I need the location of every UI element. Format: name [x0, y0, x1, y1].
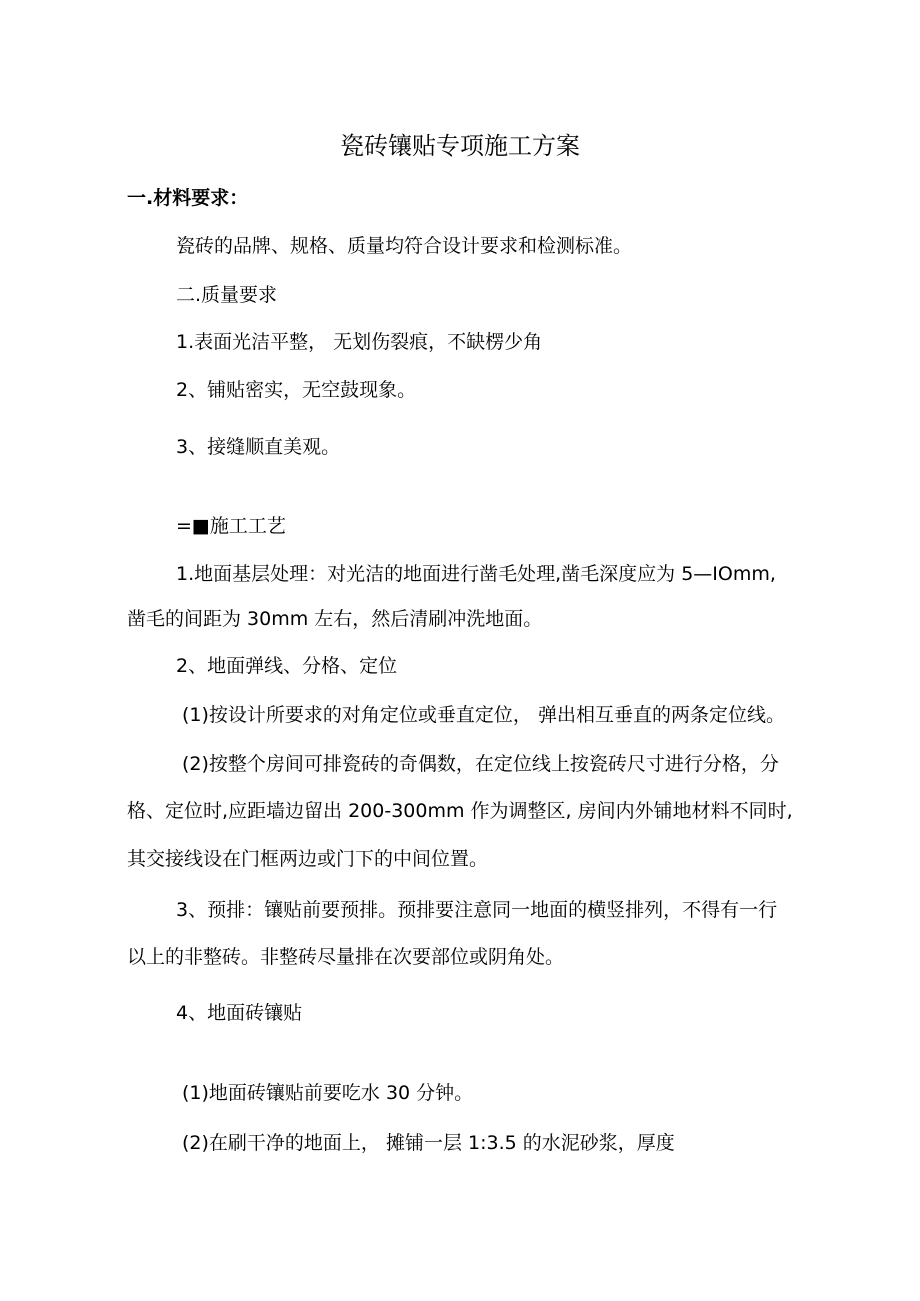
- process-step-4: 4、地面砖镶贴: [176, 1002, 303, 1024]
- document-title: 瓷砖镶贴专项施工方案: [340, 132, 580, 160]
- quality-item-3: 3、接缝顺直美观。: [176, 436, 341, 458]
- quality-item-1: 1.表面光洁平整， 无划伤裂痕，不缺楞少角: [176, 331, 543, 353]
- process-step-3-line-2: 以上的非整砖。非整砖尽量排在次要部位或阴角处。: [127, 946, 565, 968]
- process-step-2-sub-2-line-2: 格、定位时,应距墙边留出 200-300mm 作为调整区, 房间内外铺地材料不同时,: [127, 800, 793, 822]
- process-step-2-sub-2-line-3: 其交接线设在门框两边或门下的中间位置。: [127, 848, 489, 870]
- section-heading-process: =■施工工艺: [176, 515, 286, 537]
- process-step-4-sub-1: (1)地面砖镶贴前要吃水 30 分钟。: [182, 1082, 474, 1104]
- paragraph-materials: 瓷砖的品牌、规格、质量均符合设计要求和检测标准。: [176, 235, 633, 257]
- process-step-1-line-1: 1.地面基层处理：对光洁的地面进行凿毛处理,凿毛深度应为 5—IOmm,: [176, 563, 776, 585]
- section-heading-materials: 一.材料要求：: [127, 187, 249, 209]
- process-step-3-line-1: 3、预排：镶贴前要预排。预排要注意同一地面的横竖排列，不得有一行: [176, 899, 778, 921]
- process-step-2: 2、地面弹线、分格、定位: [176, 655, 398, 677]
- process-step-2-sub-2-line-1: (2)按整个房间可排瓷砖的奇偶数，在定位线上按瓷砖尺寸进行分格，分: [182, 753, 779, 775]
- section-heading-quality: 二.质量要求: [176, 284, 278, 306]
- process-step-2-sub-1: (1)按设计所要求的对角定位或垂直定位， 弹出相互垂直的两条定位线。: [182, 704, 785, 726]
- quality-item-2: 2、铺贴密实，无空鼓现象。: [176, 379, 417, 401]
- process-step-4-sub-2: (2)在刷干净的地面上， 摊铺一层 1:3.5 的水泥砂浆，厚度: [182, 1132, 675, 1154]
- process-step-1-line-2: 凿毛的间距为 30mm 左右，然后清刷冲洗地面。: [127, 608, 543, 630]
